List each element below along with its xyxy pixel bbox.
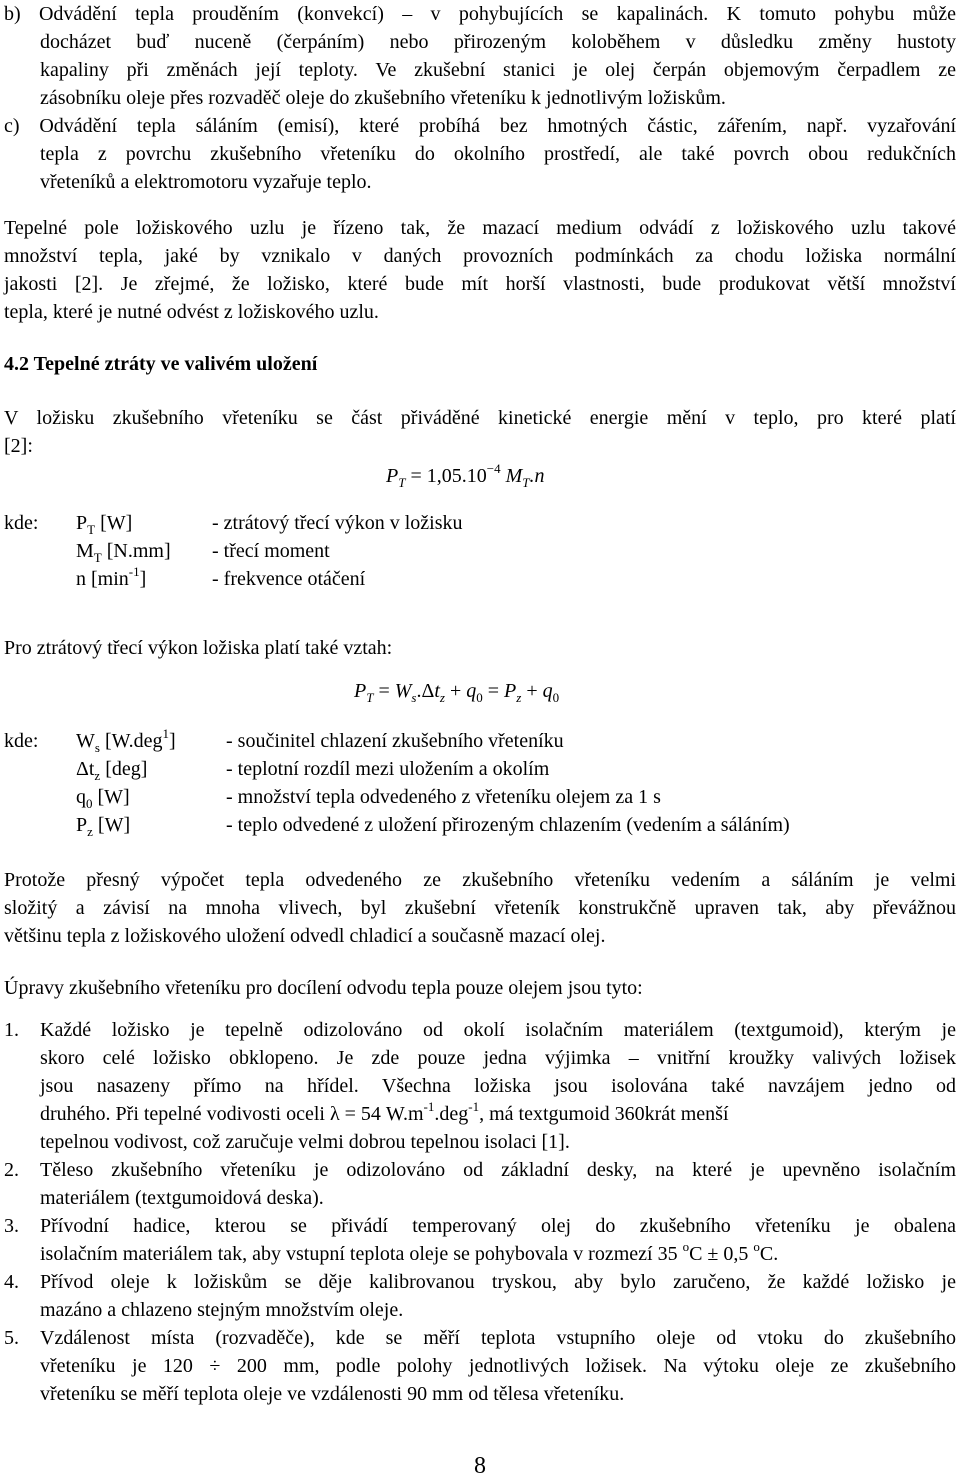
text-line: množství tepla, jaké by vznikalo v daných provozních podmínkách za chodu ložiska normální (4, 245, 956, 267)
kde-label: kde: (4, 730, 39, 752)
text-line: jakosti [2]. Je zřejmé, že ložisko, které bude mít horší vlastnosti, bude produkovat větší množství (4, 273, 956, 295)
text-line: tepelnou vodivost, což zaručuje velmi dobrou tepelnou isolaci [1]. (40, 1131, 570, 1153)
page-number: 8 (474, 1453, 486, 1479)
text-line: Protože přesný výpočet tepla odvedeného ze zkušebního vřeteníku vedením a sáláním je velmi (4, 869, 956, 891)
text-line: většinu tepla z ložiskového uložení odvedl chladicí a současně mazací olej. (4, 925, 606, 947)
text-line: vřeteníků a elektromotoru vyzařuje teplo. (40, 171, 372, 193)
list-number: 1. (4, 1019, 19, 1041)
list-number: 5. (4, 1327, 19, 1349)
text-line: Přívod oleje k ložiskům se děje kalibrovanou tryskou, aby bylo zaručeno, že každé ložisko je (40, 1271, 956, 1293)
legend-description: - součinitel chlazení zkušebního vřeteníku (226, 730, 564, 752)
legend-description: - teplotní rozdíl mezi uložením a okolím (226, 758, 550, 780)
text-line: b) Odvádění tepla prouděním (konvekcí) – v pohybujících se kapalinách. K tomuto pohybu může (4, 3, 956, 25)
text-line: isolačním materiálem tak, aby vstupní teplota oleje se pohybovala v rozmezí 35 $^o$C ± 0,5 $^o$C. (40, 1239, 779, 1265)
text-line: c) Odvádění tepla sáláním (emisí), které probíhá bez hmotných částic, zářením, např. vyzařování (4, 115, 956, 137)
legend-symbol: $\Delta t_z$ [deg] (76, 758, 148, 783)
legend-description: - frekvence otáčení (212, 568, 366, 590)
text-line: tepla, které je nutné odvést z ložiskového uzlu. (4, 301, 379, 323)
legend-symbol: $M_T$ [N.mm] (76, 540, 171, 565)
legend-description: - teplo odvedené z uložení přirozeným chlazením (vedením a sáláním) (226, 814, 790, 836)
text-line: vřeteníku se měří teplota oleje ve vzdálenosti 90 mm od tělesa vřeteníku. (40, 1383, 625, 1405)
legend-description: - ztrátový třecí výkon v ložisku (212, 512, 463, 534)
legend-symbol: $P_z$ [W] (76, 814, 131, 839)
text-line: složitý a závisí na mnoha vlivech, byl zkušební vřeteník konstrukčně upraven tak, aby převážnou (4, 897, 956, 919)
text-line: jsou nasazeny přímo na hřídel. Všechna ložiska jsou isolována také navzájem jedno od (40, 1075, 956, 1097)
legend-description: - třecí moment (212, 540, 330, 562)
legend-description: - množství tepla odvedeného z vřeteníku olejem za 1 s (226, 786, 661, 808)
text-line: vřeteníku je 120 ÷ 200 mm, podle polohy jednotlivých ložisek. Na výtoku oleje ze zkušebního (40, 1355, 956, 1377)
paragraph-mods-intro: Úpravy zkušebního vřeteníku pro docílení odvodu tepla pouze olejem jsou tyto: (4, 977, 643, 999)
text-line: Tepelné pole ložiskového uzlu je řízeno tak, že mazací medium odvádí z ložiskového uzlu takové (4, 217, 956, 239)
list-number: 2. (4, 1159, 19, 1181)
text-line: V ložisku zkušebního vřeteníku se část přiváděné kinetické energie mění v teplo, pro které platí (4, 407, 956, 429)
legend-symbol: n $[\min^{-1}]$ (76, 564, 147, 590)
text-line: mazáno a chlazeno stejným množstvím oleje. (40, 1299, 404, 1321)
list-number: 4. (4, 1271, 19, 1293)
kde-label: kde: (4, 512, 39, 534)
paragraph-intro-2: Pro ztrátový třecí výkon ložiska platí také vztah: (4, 637, 393, 659)
list-number: 3. (4, 1215, 19, 1237)
equation-heat-balance: $P_T = W_s.\Delta t_z + q_0 = P_z + q_0$ (354, 680, 560, 705)
text-line: tepla z povrchu zkušebního vřeteníku do okolního prostředí, ale také povrch obou redukčních (40, 143, 956, 165)
text-line: Přívodní hadice, kterou se přivádí temperovaný olej do zkušebního vřeteníku je obalena (40, 1215, 956, 1237)
text-line: Těleso zkušebního vřeteníku je odizolováno od základní desky, na které je upevněno isolačním (40, 1159, 956, 1181)
text-line: druhého. Při tepelné vodivosti oceli λ = 54 $W.m^{-1}.deg^{-1}$, má textgumoid 360krát menší (40, 1099, 729, 1125)
legend-symbol: $q_0$ [W] (76, 786, 130, 811)
legend-symbol: $W_s$ [W.deg$^1$] (76, 726, 176, 755)
section-heading: 4.2 Tepelné ztráty ve valivém uložení (4, 353, 318, 375)
legend-symbol: $P_T$ [W] (76, 512, 133, 537)
text-line: [2]: (4, 435, 33, 457)
equation-friction-power: $P_T = 1,05.10^{-4}$ $M_T.n$ (386, 461, 545, 490)
text-line: kapaliny při změnách její teploty. Ve zkušební stanici je olej čerpán objemovým čerpadlem ze (40, 59, 956, 81)
text-line: skoro celé ložisko obklopeno. Je zde pouze jedna výjimka – vnitřní kroužky valivých ložisek (40, 1047, 956, 1069)
text-line: zásobníku oleje přes rozvaděč oleje do zkušebního vřeteníku k jednotlivým ložiskům. (40, 87, 726, 109)
text-line: materiálem (textgumoidová deska). (40, 1187, 324, 1209)
text-line: docházet buď nuceně (čerpáním) nebo přirozeným koloběhem v důsledku změny hustoty (40, 31, 956, 53)
text-line: Vzdálenost místa (rozvaděče), kde se měří teplota vstupního oleje od vtoku do zkušebního (40, 1327, 956, 1349)
text-line: Každé ložisko je tepelně odizolováno od okolí isolačním materiálem (textgumoid), kterým je (40, 1019, 956, 1041)
